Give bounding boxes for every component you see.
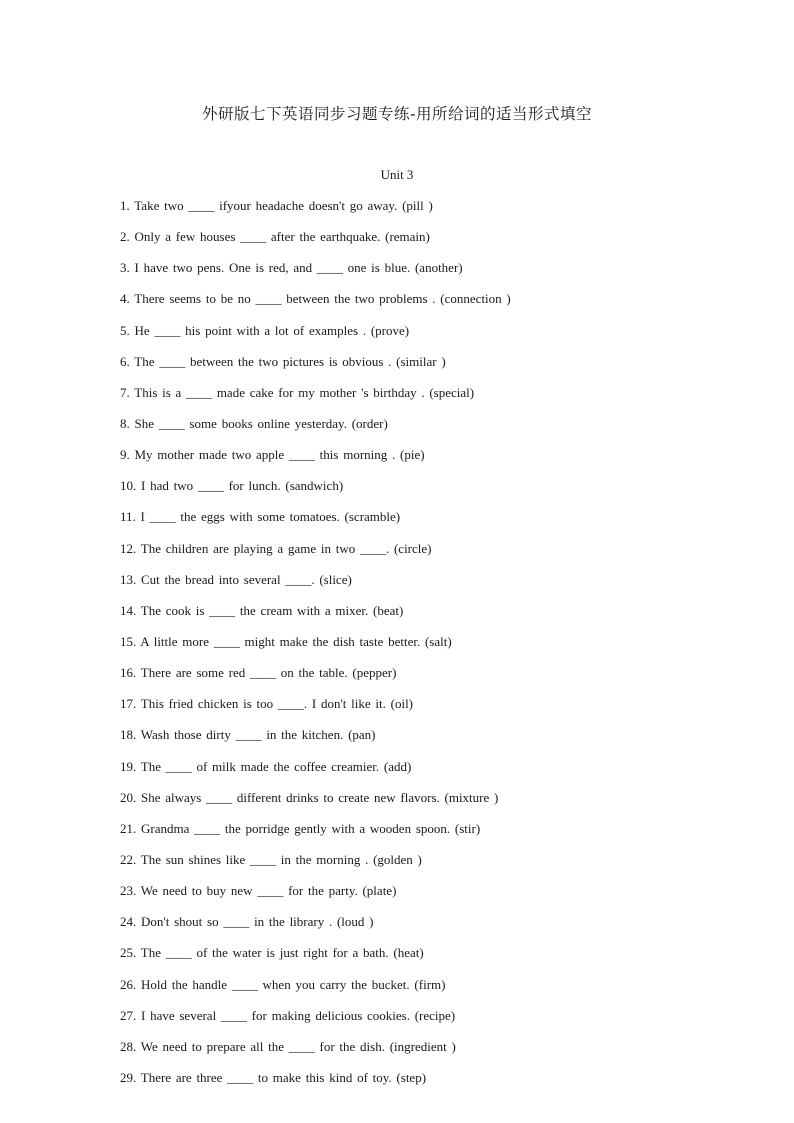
- exercise-item: 24. Don't shout so ____ in the library . (loud ): [120, 914, 374, 930]
- exercise-item: 26. Hold the handle ____ when you carry the bucket. (firm): [120, 976, 446, 992]
- exercise-item: 29. There are three ____ to make this kind of toy. (step): [120, 1069, 427, 1085]
- exercise-item: 5. He ____ his point with a lot of examples . (prove): [120, 322, 410, 338]
- exercise-item: 20. She always ____ different drinks to create new flavors. (mixture ): [120, 789, 499, 805]
- exercise-item: 3. I have two pens. One is red, and ____ one is blue. (another): [120, 260, 463, 276]
- exercise-item: 4. There seems to be no ____ between the two problems . (connection ): [120, 291, 511, 307]
- exercise-item: 18. Wash those dirty ____ in the kitchen. (pan): [120, 727, 376, 743]
- exercise-item: 19. The ____ of milk made the coffee creamier. (add): [120, 758, 412, 774]
- exercise-item: 23. We need to buy new ____ for the party. (plate): [120, 883, 397, 899]
- exercise-item: 13. Cut the bread into several ____. (slice): [120, 571, 352, 587]
- exercise-item: 6. The ____ between the two pictures is obvious . (similar ): [120, 353, 446, 369]
- exercise-item: 25. The ____ of the water is just right for a bath. (heat): [120, 945, 424, 961]
- exercise-item: 15. A little more ____ might make the dish taste better. (salt): [120, 633, 452, 649]
- exercise-item: 28. We need to prepare all the ____ for the dish. (ingredient ): [120, 1038, 456, 1054]
- exercise-item: 8. She ____ some books online yesterday. (order): [120, 415, 388, 431]
- exercise-item: 17. This fried chicken is too ____. I don't like it. (oil): [120, 696, 414, 712]
- exercise-item: 11. I ____ the eggs with some tomatoes. (scramble): [120, 509, 401, 525]
- exercise-item: 7. This is a ____ made cake for my mother 's birthday . (special): [120, 384, 475, 400]
- exercise-list: [120, 196, 740, 1099]
- exercise-item: 9. My mother made two apple ____ this morning . (pie): [120, 447, 425, 463]
- exercise-item: 2. Only a few houses ____ after the earthquake. (remain): [120, 229, 430, 245]
- unit-heading: Unit 3: [380, 167, 414, 182]
- exercise-item: 10. I had two ____ for lunch. (sandwich): [120, 478, 344, 494]
- exercise-item: 12. The children are playing a game in two ____. (circle): [120, 540, 432, 556]
- exercise-item: 27. I have several ____ for making delicious cookies. (recipe): [120, 1007, 456, 1023]
- exercise-item: 22. The sun shines like ____ in the morning . (golden ): [120, 851, 422, 867]
- exercise-item: 14. The cook is ____ the cream with a mixer. (beat): [120, 602, 404, 618]
- document-title: 外研版七下英语同步习题专练-用所给词的适当形式填空: [201, 105, 593, 123]
- exercise-item: 21. Grandma ____ the porridge gently with a wooden spoon. (stir): [120, 820, 481, 836]
- exercise-item: 16. There are some red ____ on the table. (pepper): [120, 665, 397, 681]
- exercise-item: 1. Take two ____ ifyour headache doesn't go away. (pill ): [120, 198, 433, 213]
